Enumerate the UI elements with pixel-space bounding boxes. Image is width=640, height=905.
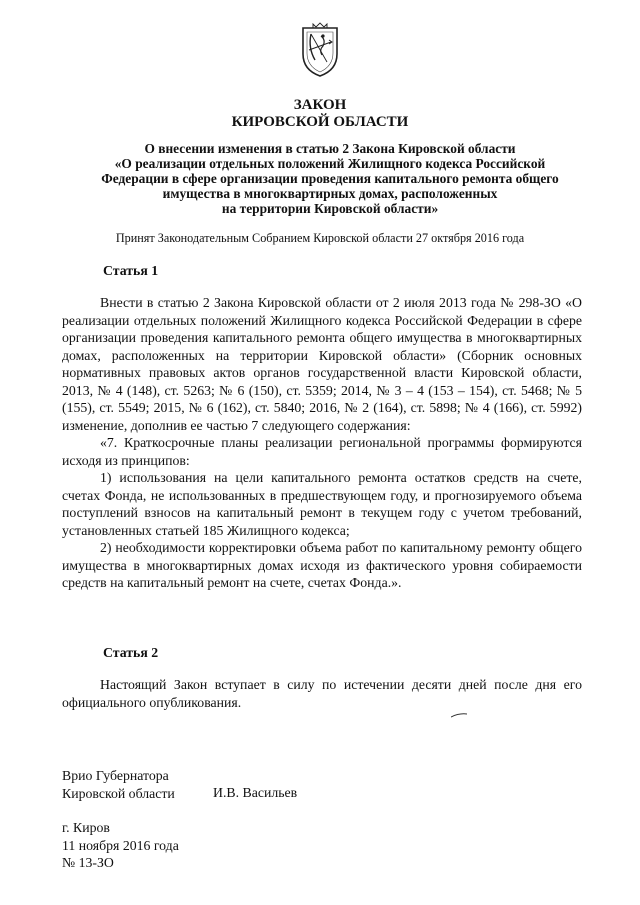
law-region-title: КИРОВСКОЙ ОБЛАСТИ	[231, 114, 409, 130]
article-2-paragraph: Настоящий Закон вступает в силу по истечении десяти дней после дня его официального опубликования.	[62, 677, 582, 710]
kirov-coat-of-arms-icon	[299, 22, 341, 78]
city: г. Киров	[62, 820, 110, 835]
article-1-body	[62, 294, 582, 592]
article-2-body	[62, 676, 582, 711]
subtitle-line: на территории Кировской области»	[221, 201, 439, 216]
adoption-note: Принят Законодательным Собранием Кировской области 27 октября 2016 года	[115, 231, 525, 245]
subtitle-line: Федерации в сфере организации проведения капитального ремонта общего	[101, 171, 559, 186]
subtitle-line: имущества в многоквартирных домах, расположенных	[162, 186, 498, 201]
article-1-paragraph: Внести в статью 2 Закона Кировской области от 2 июля 2013 года № 298-ЗО «О реализации отдельных положений Жилищного кодекса Российской Федерации в сфере организации проведения капитального ремонта общего имущества в многоквартирных домах, расположенных на территории Кировской области» (Сборник основных нормативных правовых актов органов государственной власти Кировской области, 2013, № 4 (148), ст. 5263; № 6 (150), ст. 5359; 2014, № 3 – 4 (153 – 154), ст. 5468; № 5 (155), ст. 5549; 2015, № 6 (162), ст. 5840; 2016, № 2 (164), ст. 5898; № 4 (166), ст. 5992) изменение, дополнив ее частью 7 следующего содержания:	[62, 295, 582, 433]
article-2-heading: Статья 2	[103, 645, 159, 660]
place-date-block	[62, 819, 179, 872]
article-1-heading: Статья 1	[103, 263, 159, 278]
signatory-title-line: Кировской области	[62, 785, 175, 801]
article-1-paragraph: 2) необходимости корректировки объема работ по капитальному ремонту общего имущества в многоквартирных домах исходя из фактического уровня собираемости средств на капитальный ремонт на счете, счетах Фонда.».	[62, 540, 582, 590]
law-number: № 13-ЗО	[62, 855, 114, 870]
signature-mark	[451, 712, 467, 718]
signatory-title	[62, 767, 175, 802]
signatory-title-line: Врио Губернатора	[62, 768, 169, 783]
signatory-name: И.В. Васильев	[213, 785, 298, 800]
article-1-paragraph: 1) использования на цели капитального ремонта остатков средств на счете, счетах Фонда, не использованных в предшествующем году, и прогнозируемого объема поступлений взносов на капитальный ремонт в текущем году с учетом требований, установленных статьей 185 Жилищного кодекса;	[62, 470, 582, 538]
subtitle-line: «О реализации отдельных положений Жилищного кодекса Российской	[114, 156, 546, 171]
article-1-paragraph: «7. Краткосрочные планы реализации региональной программы формируются исходя из принципов:	[62, 435, 582, 468]
law-subtitle	[60, 141, 600, 216]
subtitle-line: О внесении изменения в статью 2 Закона Кировской области	[144, 141, 516, 156]
law-title: ЗАКОН	[293, 97, 347, 113]
signing-date: 11 ноября 2016 года	[62, 837, 179, 853]
